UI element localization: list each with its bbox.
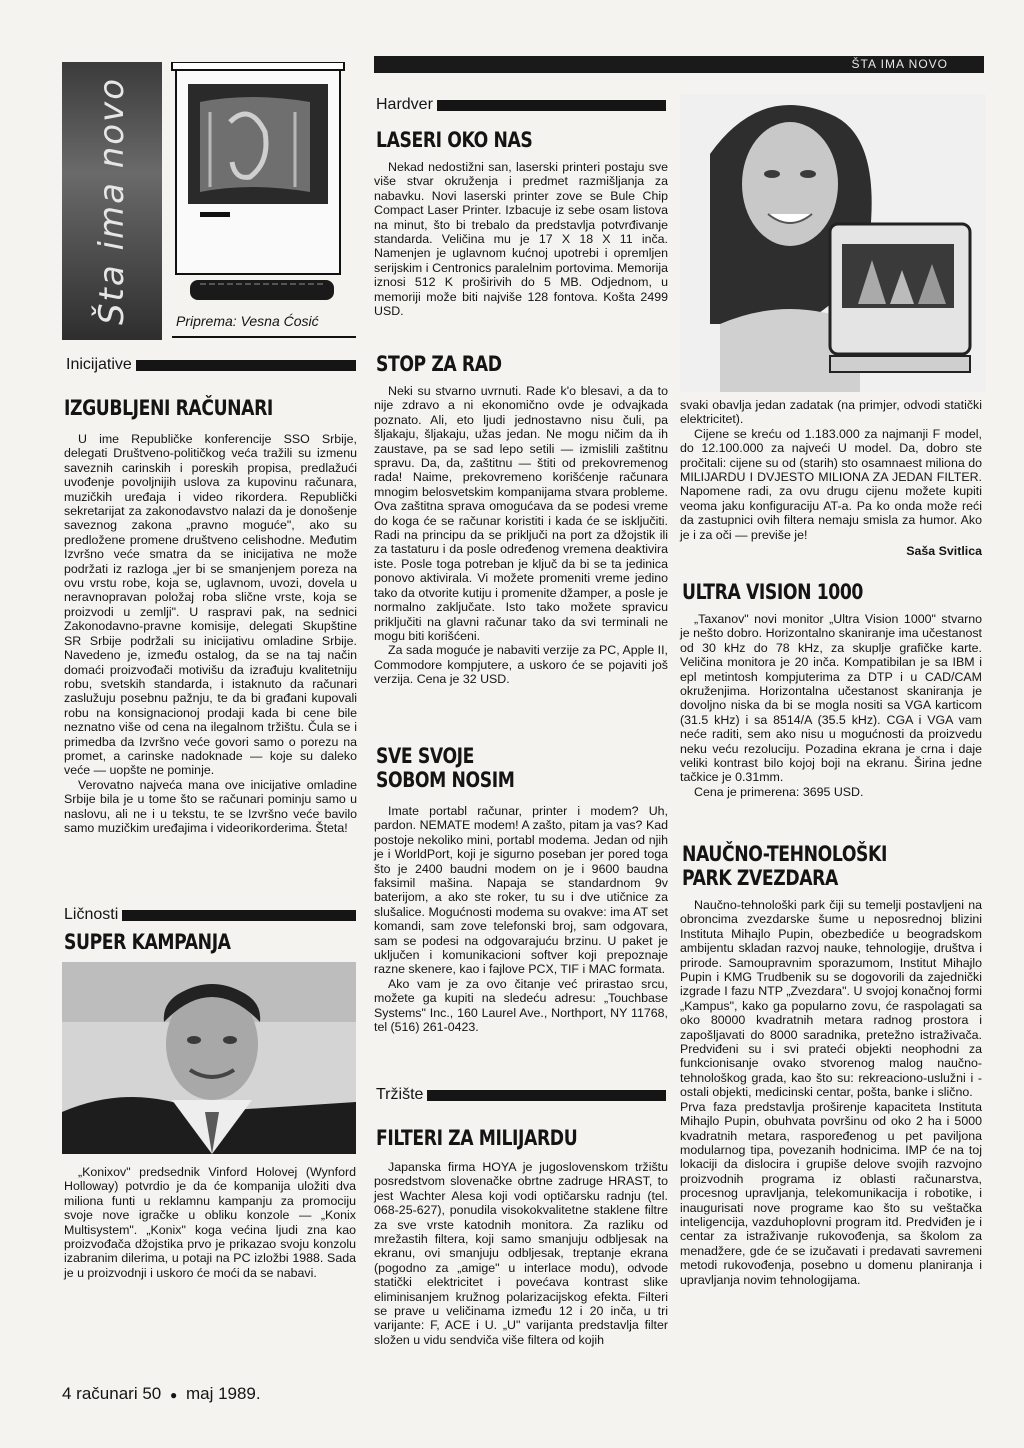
article-body-filteri-cont: [680, 398, 982, 558]
paragraph: Imate portabl računar, printer i modem? Uh, pardon. NEMATE modem! A zašto, pitam ja vas? Kad postoje nekoliko mini, portabl modema. Jedan od njih je i WorldPort, koji je sigurno poseban jer pored toga što je 2400 baudni modem on je i 9600 baudna faksimil mašina. Napaja se standardnom 9v baterijom, a ako ste roker, tu su i dve utičnice za slušalice. Mogućnosti modema su ovakve: ima AT set komandi, sam zove telefonski broj, sam odgovara, sam se podesi na odgovarajuću brzinu. U paket je uključen i komunikacioni softver koji prepoznaje razne skenere, kao i fajlove PCX, TIF i MAC formata.: [374, 804, 668, 977]
article-title: PARK ZVEZDARA: [682, 866, 838, 890]
computer-illustration: [170, 62, 348, 312]
paragraph: „Konixov" predsednik Vinford Holovej (Wynford Holloway) potvrdio je da će kompanija uložiti dva miliona funti u reklamnu kampanju za promociju svoje nove igračke u obliku konzole — „Konix Multisystem". „Konix" koga većina ljudi zna kao proizvođača džojstika prvo je prikazao svoju konzolu izabranim dilerima, u potaji na PC izložbi 1988. Sada je u proizvodnji i uskoro će moći da se nabavi.: [64, 1165, 356, 1280]
paragraph: Japanska firma HOYA je jugoslovenskom tržištu posredstvom slovenačke obrtne zadruge HRAST, to jest Wachter Alesa koji vodi optičarsku radnju (tel. 068-25-627), ponudila visokokvalitetne staklene filtre za sve vrste katodnih monitora. Za razliku od mrežastih filtera, koji samo smanjuju odbljesak na ekranu, ovi smanjuju odbljesak, treptanje ekrana (pogodno za „amige" u interlace modu), odvode statički elektricitet i povećava kontrast slike eliminisanjem kružnog polarizacijskog efekta. Filteri se prave u veličinama između 12 i 20 inča, u tri varijante: F, ACE i U. „U" varijanta predstavlja filter složen u vidu sendviča više filtera od kojih: [374, 1160, 668, 1347]
rubric-label: Ličnosti: [64, 906, 119, 923]
paragraph: Naučno-tehnološki park čiji su temelji postavljeni na obroncima zvezdarske šume u neposrednoj blizini Instituta Mihajlo Pupin, obezbediće u beogradskom ambijentu skladan razvoj nauke, tehnologije, društva i prirode. Samoupravnim sporazumom, Institut Mihajlo Pupin i KMG Trudbenik su se dogovorili da zajednički izgrade I fazu NTP „Zvezdara". U svojoj konačnoj formi „Kampus", kako ga popularno zovu, će raspolagati sa oko 80000 kvadratnih metara radnog prostora i zapošljavati do 8000 saradnika, pretežno istraživača. Predviđeni su i svi prateći objekti neophodni za funkcionisanje ovako stvorenog malog naučno-tehnološkog grada, kao što su: rekreaciono-uslužni i -ostali objekti, medicinski centar, pošta, banke i slično.: [680, 898, 982, 1100]
rubric-rule: [122, 910, 356, 921]
page-footer: [62, 1384, 362, 1404]
article-body-izgubljeni: [64, 432, 357, 835]
article-title: NAUČNO-TEHNOLOŠKI: [682, 842, 887, 866]
rubric-rule: [437, 100, 666, 111]
paragraph: Neki su stvarno uvrnuti. Rade k'o blesavi, a da to nije zdravo a ni ekonomično ovde je odvajkada poznato. Ali, eto ljudi jednostavno nisu čuli, pa šljakaju, šljakaju, užas jedan. Ne mogu ničim da ih zaustave, pa se sad lepo setili — izmislili zaštitnu spravu. Da, da, zaštitnu — štiti od prekovremenog rada! Naime, prekovremeno korišćenje računara mnogim belosvetskim kompanijama stvara probleme. Ova zaštitna sprava omogućava da se podesi vreme do koga će se računar koristiti i kada će se isključiti. Radi na principu da se priključi na port za džojstik ili za tastaturu i da posle određenog vremena deaktivira iste. Posle toga potreban je ključ da bi se ta jedinica ponovo aktivirala. Vi možete promeniti vreme jedino tako da otvorite kutiju i promenite džamper, a posle je normalno zaključate. Isto tako možete spravicu priključiti na glavni računar tako da svi terminali ne mogu biti korišćeni.: [374, 384, 668, 643]
article-title: SVE SVOJE: [376, 744, 475, 768]
paragraph: Za sada moguće je nabaviti verzije za PC, Apple II, Commodore kompjutere, a uskoro će se pojaviti još verzija. Cena je 32 USD.: [374, 643, 668, 687]
rubric-trziste: [376, 1086, 666, 1104]
caption-rule: [172, 336, 356, 338]
portrait-photo: [62, 962, 356, 1154]
footer-bullet: ●: [169, 1388, 178, 1402]
article-title: SOBOM NOSIM: [376, 768, 515, 792]
article-title: IZGUBLJENI RAČUNARI: [64, 396, 273, 420]
article-author: Saša Svitlica: [906, 544, 982, 559]
rubric-rule: [427, 1090, 666, 1101]
paragraph: Nekad nedostižni san, laserski printeri postaju sve više stvar okruženja i predmet razmišljanja za nabavku. Novi laserski printer zove se Bule Chip Compact Laser Printer. Izbacuje iz sebe osam listova na minut, što bi trebalo da predstavlja potvrđivanje standarda. Veličina mu je 17 X 18 X 11 inča. Namenjen je uglavnom kućnoj upotrebi i opremljen serijskim i Centronics paralelnim portovima. Memorija iznosi 512 K proširivih do 5 MB. Odjednom, u memoriji može biti najviše 128 fontova. Košta 2499 USD.: [374, 160, 668, 319]
rubric-inicijative: [66, 356, 356, 374]
paragraph: Ako vam je za ovo čitanje već prirastao srcu, možete ga kupiti na sledeću adresu: „Touchbase Systems" Inc., 160 Laurel Ave., Northport, NY 11768, tel (516) 261-0423.: [374, 976, 668, 1035]
paragraph: Verovatno najveća mana ove inicijative omladine Srbije bila je u tome što se računari pominju samo u naslovu, ali ne i u tekstu, te se Izvršno veće bavilo samo muzičkim uređajima i videorikorderima. Šteta!: [64, 777, 357, 835]
section-header-bar: [374, 56, 984, 73]
article-body-svesvoje: [374, 804, 668, 1035]
paragraph: Cena je primerena: 3695 USD.: [694, 784, 864, 799]
paragraph: Prva faza predstavlja proširenje kapaciteta Instituta Mihajlo Pupin, obuhvata površinu od oko 2 ha i 5000 kvadratnih metara, raspoređenog u pet paviljona modularnog tipa, povezanih hodnicima. IMP će na toj lokaciji da dislocira i grupiše delove svojih razvojno proizvodnih programa iz oblasti računarstva, procesnog upravljanja, telekomunikacija i robotike, i inaugurisati nove programe kao što su veštačka inteligencija, vazduhoplovni program itd. Predviđen je i centar za istraživanje rukovođenja, sa školom za menadžere, gde će se izučavati i predavati savremeni metodi rukovođenja, posebno u domenu planiranja i upravljanja novim tehnologijama.: [680, 1099, 982, 1287]
article-title: FILTERI ZA MILIJARDU: [376, 1126, 578, 1150]
paragraph: svaki obavlja jedan zadatak (na primjer, odvodi statički elektricitet).: [680, 398, 982, 427]
article-body-laseri: [374, 160, 668, 318]
article-title: ULTRA VISION 1000: [682, 580, 863, 604]
paragraph: U ime Republičke konferencije SSO Srbije, delegati Društveno-političkog veća tražili su izmenu saveznih carinskih i poreskih propisa, predlažući uvođenje povoljnijih uslova za kupovinu računara, muzičkih uređaja i video rikordera. Republički sekretarijat za zakonodavstvo nalazi da je donošenje saveznog zakona „pravno moguće", ako su predložene promene društveno celishodne. Međutim Izvršno veće smatra da se inicijativa ne može podržati iz razloga „jer bi se smanjenjem poreza na ovu vrstu robe, koja se, uglavnom, uvozi, dovela u neravnopravan položaj roba slične vrste, koja se proizvodi u zemlji". U raspravi pak, na sednici Zakonodavno-pravne komisije, delegati Skupštine SR Srbije podržali su inicijativu omladine Srbije. Navedeno je, između ostalog, da se na taj način domaći proizvođači motivišu da izrađuju kvalitetniju robu, svetskih standarda, i istaknuto da računari zaslužuju posebnu pažnju, te da bi građani kupovali robu na konsignacionoj prodaji kada bi cene bile neznatno više od cena na ilegalnom tržištu. Čula se i primedba da Izvršno veće govori samo o porezu na promet, a carinske nadoknade — koje su daleko veće — uopšte ne pominje.: [64, 432, 357, 778]
rubric-rule: [136, 360, 356, 371]
article-body-park: [680, 898, 982, 1287]
article-body-kampanja: [64, 1165, 356, 1280]
rubric-hardver: [376, 96, 666, 114]
credit-caption: Priprema: Vesna Ćosić: [176, 313, 319, 329]
paragraph: Cijene se kreću od 1.183.000 za najmanji F model, do 12.100.000 za najveći U model. Da, dobro ste pročitali: cijene su od (starih) sto osamnaest miliona do MILIJARDU I DVJESTO MILIONA ZA JEDAN FILTER. Napomene radi, za ovu drugu cijenu možete kupiti veoma jaku konfiguraciju AT-a. Pa ko onda može reći da zastupnici ovih filtera nemaju smisla za humor. Ako je i za oči — previše je!: [680, 426, 982, 542]
side-tab-label: Šta ima novo: [92, 76, 132, 326]
article-title: LASERI OKO NAS: [376, 128, 533, 152]
rubric-licnosti: [64, 906, 356, 924]
article-title: STOP ZA RAD: [376, 352, 502, 376]
paragraph: „Taxanov" novi monitor „Ultra Vision 1000" stvarno je nešto dobro. Horizontalno skaniranje ima učestanost od 30 kHz do 78 kHz, za skuplje grafičke karte. Veličina monitora je 20 inča. Kompatibilan je sa IBM i epl metintosh kompjuterima za DTP i u CAD/CAM okruženjima. Horizontalna učestanost skaniranja je dovoljno niska da bi se mogla nositi sa VGA karticom (31.5 kHz) i sa 8514/A (35.5 kHz). CGA i VGA vam neće raditi, sem ako nisu u mogućnosti da proizvedu neku veću rezoluciju. Pozadina ekrana je crna i daje veliki kontrast bilo kojoj boji na ekranu. Širina jedne tačkice je 0.31mm.: [680, 612, 982, 785]
rubric-label: Inicijative: [66, 356, 132, 373]
article-body-ultra: [680, 612, 982, 799]
section-header-label: ŠTA IMA NOVO: [851, 57, 948, 71]
footer-issue: 4 računari 50: [62, 1384, 162, 1403]
rubric-label: Hardver: [376, 96, 433, 113]
woman-monitor-photo: [680, 94, 986, 392]
rubric-label: Tržište: [376, 1086, 424, 1103]
footer-date: maj 1989.: [185, 1384, 261, 1403]
article-body-stop: [374, 384, 668, 687]
article-title: SUPER KAMPANJA: [64, 930, 231, 954]
section-side-tab: [62, 62, 162, 340]
article-body-filteri: [374, 1160, 668, 1347]
